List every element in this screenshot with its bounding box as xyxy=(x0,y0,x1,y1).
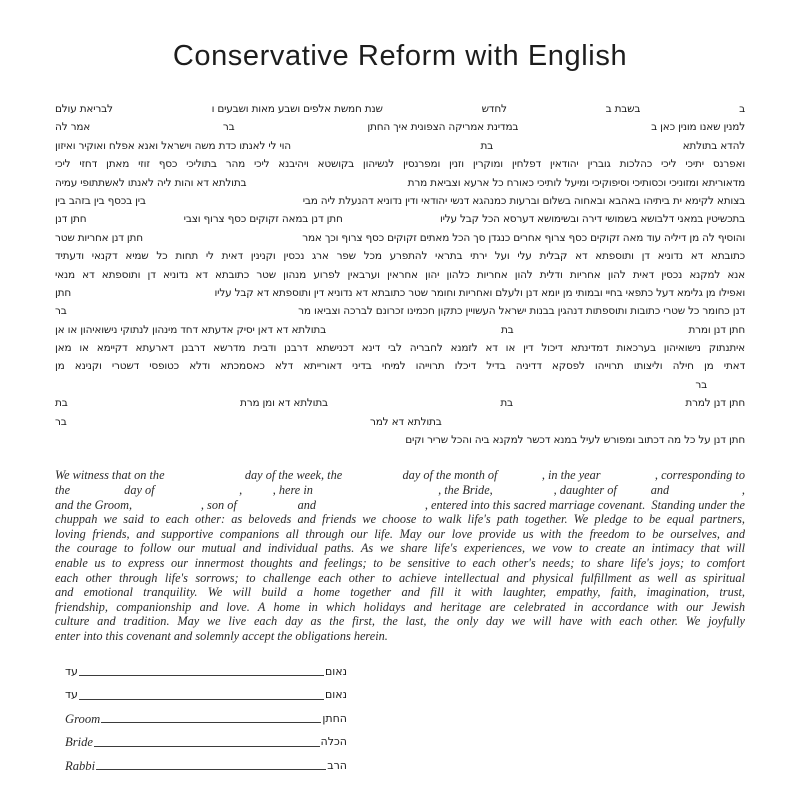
signature-label-right: נאום xyxy=(324,688,347,702)
hebrew-segment: בר xyxy=(55,305,67,318)
hebrew-segment: בתכשיטין במאני דלבושא בשמושי דירה ובשימושא דערסא הכל קבל עליו xyxy=(439,213,745,226)
english-line: friendship, companionship and love. A home in which holidays and heritage are celebrated in accordance with our Jewish xyxy=(55,599,745,614)
english-line: loving friends, and supportive companions all through our life. May our love provide us with the freedom to be ourselves, and xyxy=(55,526,745,541)
hebrew-line xyxy=(55,118,745,136)
hebrew-segment: במדינת אמריקה הצפונית איך החתן xyxy=(367,121,519,134)
fill-in-blank xyxy=(313,483,438,498)
english-line: and emotional tranquility. We will build a home together and fill it with laughter, empathy, faith, imagination, trust, xyxy=(55,585,745,600)
hebrew-line xyxy=(55,192,745,210)
english-segment: , daughter of xyxy=(553,483,617,498)
fill-in-blank xyxy=(155,483,243,498)
hebrew-segment: בת xyxy=(55,397,68,410)
hebrew-segment: בצותא לקימא ית ביתיהו באהבא ובאחוה בשלום וברעות כמנהגא דנשי יהודאי ודין נדוניא דהנעלת ליה מבי xyxy=(302,194,745,207)
hebrew-segment: בתולתא דא והות ליה לאנתו לאשתתופי עמיה xyxy=(55,176,247,189)
fill-in-blank xyxy=(132,498,201,513)
signature-label-left: Bride xyxy=(65,735,93,750)
english-segment: day of the week, the xyxy=(244,468,343,483)
english-segment: , entered into this sacred marriage covenant. Standing under the xyxy=(424,497,745,512)
signature-row xyxy=(65,656,347,679)
fill-in-blank xyxy=(242,483,272,498)
hebrew-segment: לחדש xyxy=(481,103,507,115)
english-line xyxy=(55,483,745,498)
signature-line xyxy=(94,746,320,747)
signature-row xyxy=(65,726,347,749)
hebrew-segment: חתן דנן ומרת xyxy=(688,323,745,336)
fill-in-blank xyxy=(493,483,554,498)
english-line: each other through life's sorrows; to challenge each other to achieve intellectual and physical fulfillment as well as spiritual xyxy=(55,570,745,585)
signature-label-right: החתן xyxy=(322,711,347,725)
hebrew-line: אנא למקנא נכסין דאית להון אחריות ודלית להון אחריות כלהון יהון אחראין וערבאין לפרוע מנהון שטר כתובתא דא נדוניא דן ותוספתא דא מנאי xyxy=(55,268,745,281)
signature-line xyxy=(79,699,324,700)
english-segment: the xyxy=(55,483,71,498)
english-line: enable us to express our innermost thoughts and feelings; to be sensitive to each other's needs; to share life's joys; to comfort xyxy=(55,555,745,570)
fill-in-blank xyxy=(669,483,742,498)
english-segment: and the Groom, xyxy=(55,497,133,512)
hebrew-segment: בתולתא דא למר xyxy=(370,415,442,428)
hebrew-line xyxy=(55,413,745,431)
english-line: the courage to follow our mutual and individual paths. As we share life's experiences, we vow to create an intimacy that will xyxy=(55,541,745,556)
signature-label-left: עד xyxy=(65,664,78,678)
fill-in-blank xyxy=(165,468,245,483)
hebrew-segment: שנת חמשת אלפים ושבע מאות ושבעים ו xyxy=(211,103,383,115)
hebrew-line: דאתי מן חילה וליצותו תרוייהו לפסקא דדיניה בדיל דיכלו תרוייהו למיחי בדיני דאורייתא דלא כאסמכתא ודלא כטופסי דשטרי וקנינא מן xyxy=(55,360,745,373)
english-segment: , corresponding to xyxy=(654,468,745,483)
hebrew-segment: ואפילו מן גלימא דעל כתפאי בחיי ובמותי מן יומא דנן ולעלם ואחריות וחומר שטר כתובתא דא נדוניא דין ותוספתא דא קבל עליו xyxy=(214,286,745,299)
hebrew-segment: בין בכסף בין בזהב בין xyxy=(55,194,146,207)
english-segment: , the Bride, xyxy=(438,483,493,498)
hebrew-line: חתן דנן על כל מה דכתוב ומפורש לעיל במנא דכשר למקנא ביה והכל שריר וקים xyxy=(405,434,745,447)
english-segment: , son of xyxy=(200,497,237,512)
english-text-block xyxy=(55,468,745,643)
signature-label-left: Groom xyxy=(65,711,101,726)
signature-label-right: הכלה xyxy=(320,735,347,749)
signature-label-left: עד xyxy=(65,688,78,702)
signature-label-left: Rabbi xyxy=(65,758,96,773)
english-segment: , xyxy=(239,483,243,498)
signature-label-right: נאום xyxy=(324,664,347,678)
hebrew-segment: הוי לי לאנתו כדת משה וישראל ואנא אפלח ואוקיר ואיזון xyxy=(55,139,291,152)
signature-label-right: הרב xyxy=(327,758,347,772)
signature-line xyxy=(101,722,321,723)
english-segment: , here in xyxy=(272,483,313,498)
hebrew-segment: בת xyxy=(500,323,514,336)
hebrew-line xyxy=(55,100,745,118)
english-line: enter into this covenant and solemnly accept the obligations herein. xyxy=(55,628,388,643)
hebrew-line xyxy=(55,284,745,302)
signature-row xyxy=(65,702,347,725)
hebrew-line: איתנתוק נישואיהון בערכאות דמדינתא דיכול דין או דא לזמנא לחבריה לבי דינא דכנישתא דרבנן ודבית מדרשא דרבנן דארעתא דקיימא או מאן xyxy=(55,342,745,355)
hebrew-segment: חתן דנן במאה זקוקים כסף צרוף וצבי xyxy=(183,213,343,226)
hebrew-line xyxy=(55,302,745,320)
english-segment: day of the month of xyxy=(402,468,498,483)
hebrew-line xyxy=(55,394,745,412)
hebrew-line xyxy=(55,229,745,247)
fill-in-blank xyxy=(316,498,425,513)
hebrew-line xyxy=(55,321,745,339)
english-line: chuppah we said to each other: as beloveds and friends we choose to walk life's path together. We pledge to be equal partners, xyxy=(55,512,745,527)
hebrew-line: בר xyxy=(695,378,707,391)
signature-line xyxy=(79,675,324,676)
hebrew-segment: למנין שאנו מונין כאן ב xyxy=(651,121,745,134)
hebrew-segment: בת xyxy=(500,397,513,410)
hebrew-segment: מדאוריתא ומזוניכי וכסותיכי וסיפוקיכי ומיעל לותיכי כאורח כל ארעא וצביאת מרת xyxy=(407,176,745,189)
english-segment: day of xyxy=(124,483,155,498)
signature-line xyxy=(96,769,326,770)
hebrew-segment: בת xyxy=(480,139,494,152)
hebrew-segment: לבריאת עולם xyxy=(55,103,113,115)
hebrew-segment: חתן דנן למרת xyxy=(685,397,745,410)
signature-block xyxy=(65,656,347,773)
english-line: culture and tradition. May we live each day as the first, the last, the only day we will have with each other. We joyfully xyxy=(55,614,745,629)
hebrew-segment: בשבת ב xyxy=(605,103,641,115)
fill-in-blank xyxy=(601,468,655,483)
english-segment: , in the year xyxy=(541,468,601,483)
hebrew-segment: אמר לה xyxy=(55,121,91,134)
hebrew-line xyxy=(55,174,745,192)
fill-in-blank xyxy=(617,483,651,498)
hebrew-segment: והוסיף לה מן דיליה עוד מאה זקוקים כסף צרוף אחרים כנגדן סך הכל מאתים זקוקים כסף צרוף וכך אמר xyxy=(302,231,745,244)
hebrew-line xyxy=(55,210,745,228)
signature-row xyxy=(65,749,347,772)
hebrew-segment: דנן כחומר כל שטרי כתובות ותוספתות דנהגין בבנות ישראל העשויין כתקון חכמינו זכרונם לברכה וצביאו מר xyxy=(298,305,745,318)
english-segment: We witness that on the xyxy=(55,468,165,483)
hebrew-line xyxy=(55,137,745,155)
hebrew-segment: להדא בתולתא xyxy=(682,139,745,152)
hebrew-segment: חתן דנן xyxy=(55,213,87,226)
signature-row xyxy=(65,679,347,702)
hebrew-segment: בר xyxy=(222,121,235,134)
english-line xyxy=(55,468,745,483)
fill-in-blank xyxy=(342,468,402,483)
hebrew-segment: חתן דנן אחריות שטר xyxy=(55,231,143,244)
fill-in-blank xyxy=(497,468,541,483)
hebrew-segment: חתן xyxy=(55,286,72,299)
english-segment: , xyxy=(741,483,745,498)
hebrew-segment: בר xyxy=(55,415,67,428)
hebrew-line: ואפרנס יתיכי ליכי כהלכות גוברין יהודאין דפלחין ומוקרין וזנין ומפרנסין לנשיהון בקושטא ויהיבנא ליכי מהר בתוליכי כסף זוזי מאתן דחזי ליכי xyxy=(55,158,745,171)
english-segment: and xyxy=(297,497,317,512)
hebrew-line: כתובתא דא נדוניא דן ותוספתא דא קבלית עלי ועל ירתי בתראי להתפרע מכל שפר ארג נכסין וקנינין דאית לי תחות כל שמיא דקנאי ודעתיד xyxy=(55,250,745,263)
hebrew-segment: ב xyxy=(739,103,745,115)
hebrew-segment: בתולתא דא דאן יסיק אדעתא דחד מינהון לנתוקי נישואיהון או אן xyxy=(55,323,326,336)
english-line xyxy=(55,498,745,513)
fill-in-blank xyxy=(237,498,298,513)
hebrew-text-block xyxy=(55,100,745,449)
english-segment: and xyxy=(650,483,670,498)
page-title: Conservative Reform with English xyxy=(172,40,628,72)
hebrew-segment: בתולתא דא ומן מרת xyxy=(240,397,328,410)
fill-in-blank xyxy=(70,483,124,498)
